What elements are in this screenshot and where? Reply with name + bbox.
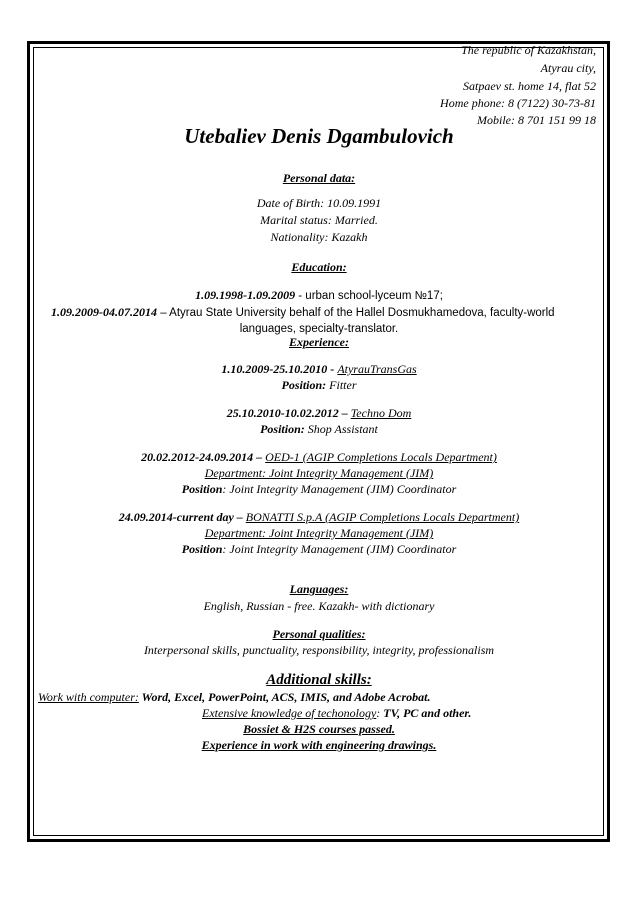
full-name-text: Utebaliev Denis Dgambulovich [184,124,454,148]
job-2-position-value: Shop Assistant [304,422,378,436]
address-city: Atyrau city, [540,61,596,75]
education-university-text: – Atyrau State University behalf of the Hallel Dosmukhamedova, faculty-world [157,307,555,319]
job-4-department-text: Department: Joint Integrity Management (JIM) [204,526,434,540]
job-2-position [0,422,638,437]
skill-drawings: Experience in work with engineering drawings. [201,738,437,752]
job-2-company: Techno Dom [350,406,412,420]
job-4-department [0,526,638,541]
job-4-position-label: Position [181,542,223,556]
job-4-line [0,510,638,525]
job-1-position-value: Fitter [326,378,357,392]
education-school-dates: 1.09.1998-1.09.2009 [195,288,296,302]
full-name [0,124,638,149]
personal-qualities-text: Interpersonal skills, punctuality, responsibility, integrity, professionalism [143,643,495,657]
skill-technology-colon: : [376,706,381,720]
job-4-position [0,542,638,557]
skill-courses: Bossiet & H2S courses passed. [243,722,395,736]
skill-computer [38,690,430,705]
education-university-dates: 1.09.2009-04.07.2014 [51,305,157,319]
languages-text: English, Russian - free. Kazakh- with dictionary [203,599,435,613]
address-street: Satpaev st. home 14, flat 52 [463,79,596,93]
marital-status: Marital status: Married. [260,213,378,227]
job-4-company: BONATTI S.p.A (AGIP Completions Locals Department) [245,510,520,524]
skill-computer-label: Work with computer: [38,690,139,704]
mobile-phone: Mobile: 8 701 151 99 18 [477,113,596,127]
education-school-text: - urban school-lyceum №17; [295,290,443,302]
personal-data-heading: Personal data: [282,171,356,185]
skill-technology-label: Extensive knowledge of techonology [202,706,377,720]
education-university-continued [0,321,638,336]
languages-heading: Languages: [289,582,349,596]
additional-skills-heading: Additional skills: [266,672,372,688]
job-4-dates: 24.09.2014-current day – [118,510,243,524]
address-country: The republic of Kazakhstan, [461,43,596,57]
job-2-dates: 25.10.2010-10.02.2012 – [226,406,348,420]
job-1-line [0,362,638,377]
job-3-department-text: Department: Joint Integrity Management (JIM) [204,466,434,480]
job-1-position-label: Position: [281,378,327,392]
education-heading: Education: [291,260,347,274]
nationality: Nationality: Kazakh [270,230,368,244]
job-4-position-value: : Joint Integrity Management (JIM) Coordinator [222,542,457,556]
job-3-position [0,482,638,497]
education-item-school [0,288,638,303]
job-3-dates: 20.02.2012-24.09.2014 – [141,450,263,464]
job-3-position-value: : Joint Integrity Management (JIM) Coordinator [222,482,457,496]
education-university-text-2: languages, specialty-translator. [239,323,399,335]
job-1-company: AtyrauTransGas [337,362,417,376]
skill-computer-text: Word, Excel, PowerPoint, ACS, IMIS, and Adobe Acrobat. [138,690,431,704]
job-1-dates: 1.10.2009-25.10.2010 - [221,362,335,376]
job-2-line [0,406,638,421]
home-phone: Home phone: 8 (7122) 30-73-81 [440,96,596,110]
skill-technology [202,706,471,721]
job-3-company: OED-1 (AGIP Completions Locals Department) [265,450,497,464]
skill-technology-text: TV, PC and other. [380,706,472,720]
job-1-position [0,378,638,393]
job-3-position-label: Position [181,482,223,496]
date-of-birth: Date of Birth: 10.09.1991 [256,196,382,210]
personal-qualities-heading: Personal qualities: [272,627,366,641]
experience-heading: Experience: [289,335,349,349]
education-item-university [51,305,555,320]
job-3-line [0,450,638,465]
job-2-position-label: Position: [260,422,305,436]
job-3-department [0,466,638,481]
